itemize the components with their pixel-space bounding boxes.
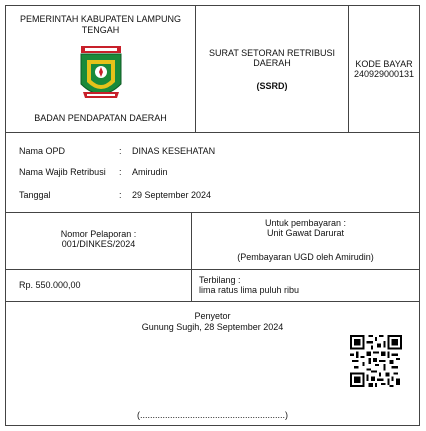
qr-code-icon [350,335,402,387]
info-value: Amirudin [132,167,168,177]
title-cell [196,6,349,132]
info-colon: : [119,190,122,200]
info-label: Nama Wajib Retribusi [19,167,106,177]
doc-title-line1: SURAT SETORAN RETRIBUSI [208,48,336,58]
report-row [6,213,419,270]
payment-code-label: KODE BAYAR [355,59,413,69]
amount-words-cell [192,270,419,301]
signature-line: (..........................................................) [136,410,289,420]
doc-title-abbr: (SSRD) [256,81,288,91]
gov-name-line2: TENGAH [81,25,120,35]
purpose-value: Unit Gawat Darurat [266,228,345,238]
amount-value: Rp. 550.000,00 [19,280,81,290]
report-number-value: 001/DINKES/2024 [61,239,136,249]
info-label: Tanggal [19,190,51,200]
report-number-cell [6,213,192,269]
agency-cell [6,6,196,132]
doc-title-line2: DAERAH [253,58,291,68]
info-row [6,133,419,213]
info-colon: : [119,167,122,177]
purpose-note: (Pembayaran UGD oleh Amirudin) [237,252,374,262]
purpose-cell [192,213,419,269]
agency-name: BADAN PENDAPATAN DAERAH [34,113,167,123]
amount-row [6,270,419,302]
report-number-label: Nomor Pelaporan : [60,229,137,239]
info-label: Nama OPD [19,146,66,156]
info-value: DINAS KESEHATAN [132,146,216,156]
header-row [6,6,419,133]
amount-cell [6,270,192,301]
info-colon: : [119,146,122,156]
purpose-label: Untuk pembayaran : [264,218,347,228]
amount-words-label: Terbilang : [199,275,241,285]
gov-name-line1: PEMERINTAH KABUPATEN LAMPUNG [19,14,182,24]
place-date: Gunung Sugih, 28 September 2024 [141,322,284,332]
amount-words-value: lima ratus lima puluh ribu [199,285,300,295]
code-cell [349,6,419,132]
lampung-tengah-coat-of-arms-icon [77,46,125,104]
info-value: 29 September 2024 [132,190,212,200]
depositor-label: Penyetor [194,311,231,321]
payment-code-value: 240929000131 [353,69,415,79]
